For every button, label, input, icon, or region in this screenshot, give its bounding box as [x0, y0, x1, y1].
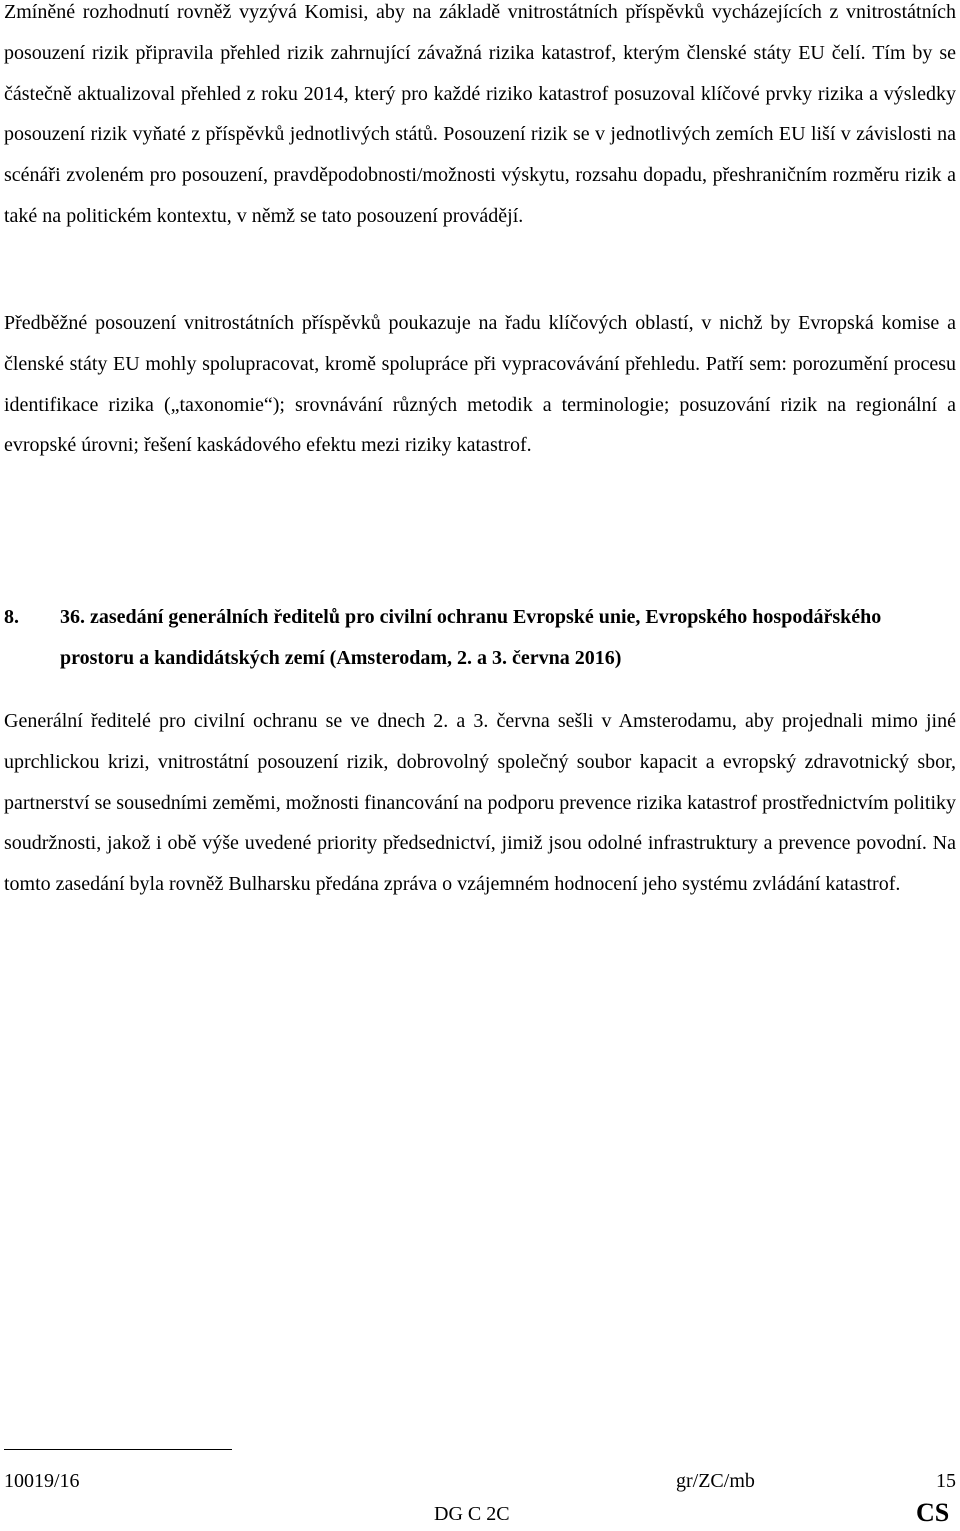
paragraph-risk-overview: Zmíněné rozhodnutí rovněž vyzývá Komisi, aby na základě vnitrostátních příspěvků vycházejících z vnitrostátních posouzení rizik připravila přehled rizik zahrnující závažná rizika katastrof, kterým členské státy EU čelí. Tím by se částečně aktualizoval přehled z roku 2014, který pro každé riziko katastrof posuzoval klíčové prvky rizika a výsledky posouzení rizik vyňaté z příspěvků jednotlivých států. Posouzení rizik se v jednotlivých zemích EU liší v závislosti na scénáři zvoleném pro posouzení, pravděpodobnosti/možnosti výskytu, rozsahu dopadu, přeshraničním rozměru rizik a také na politickém kontextu, v němž se tato posouzení provádějí. — [4, 1, 956, 227]
paragraph-preliminary-assessment: Předběžné posouzení vnitrostátních příspěvků poukazuje na řadu klíčových oblastí, v nichž by Evropská komise a členské státy EU mohly spolupracovat, kromě spolupráce při vypracovávání přehledu. Patří sem: porozumění procesu identifikace rizika („taxonomie“); srovnávání různých metodik a terminologie; posuzování rizik na regionální a evropské úrovni; řešení kaskádového efektu mezi riziky katastrof. — [4, 312, 956, 457]
section-number: 8. — [4, 606, 19, 628]
footer-initials: gr/ZC/mb — [676, 1470, 755, 1492]
footer-directorate: DG C 2C — [434, 1503, 510, 1525]
footer-page-number: 15 — [936, 1470, 956, 1492]
footer-divider — [4, 1449, 232, 1450]
footer-document-number: 10019/16 — [4, 1470, 80, 1492]
section-title: 36. zasedání generálních ředitelů pro civilní ochranu Evropské unie, Evropského hospodářského prostoru a kandidátských zemí (Amsterodam, 2. a 3. června 2016) — [60, 606, 882, 669]
paragraph-directors-meeting: Generální ředitelé pro civilní ochranu se ve dnech 2. a 3. června sešli v Amsterodamu, aby projednali mimo jiné uprchlickou krizi, vnitrostátní posouzení rizik, dobrovolný společný soubor kapacit a evropský zdravotnický sbor, partnerství se sousedními zeměmi, možnosti financování na podporu prevence rizika katastrof prostřednictvím politiky soudržnosti, jakož i obě výše uvedené priority předsednictví, jimiž jsou odolné infrastruktury a prevence povodní. Na tomto zasedání byla rovněž Bulharsku předána zpráva o vzájemném hodnocení jeho systému zvládání katastrof. — [4, 710, 956, 896]
footer-language-code: CS — [916, 1498, 950, 1527]
